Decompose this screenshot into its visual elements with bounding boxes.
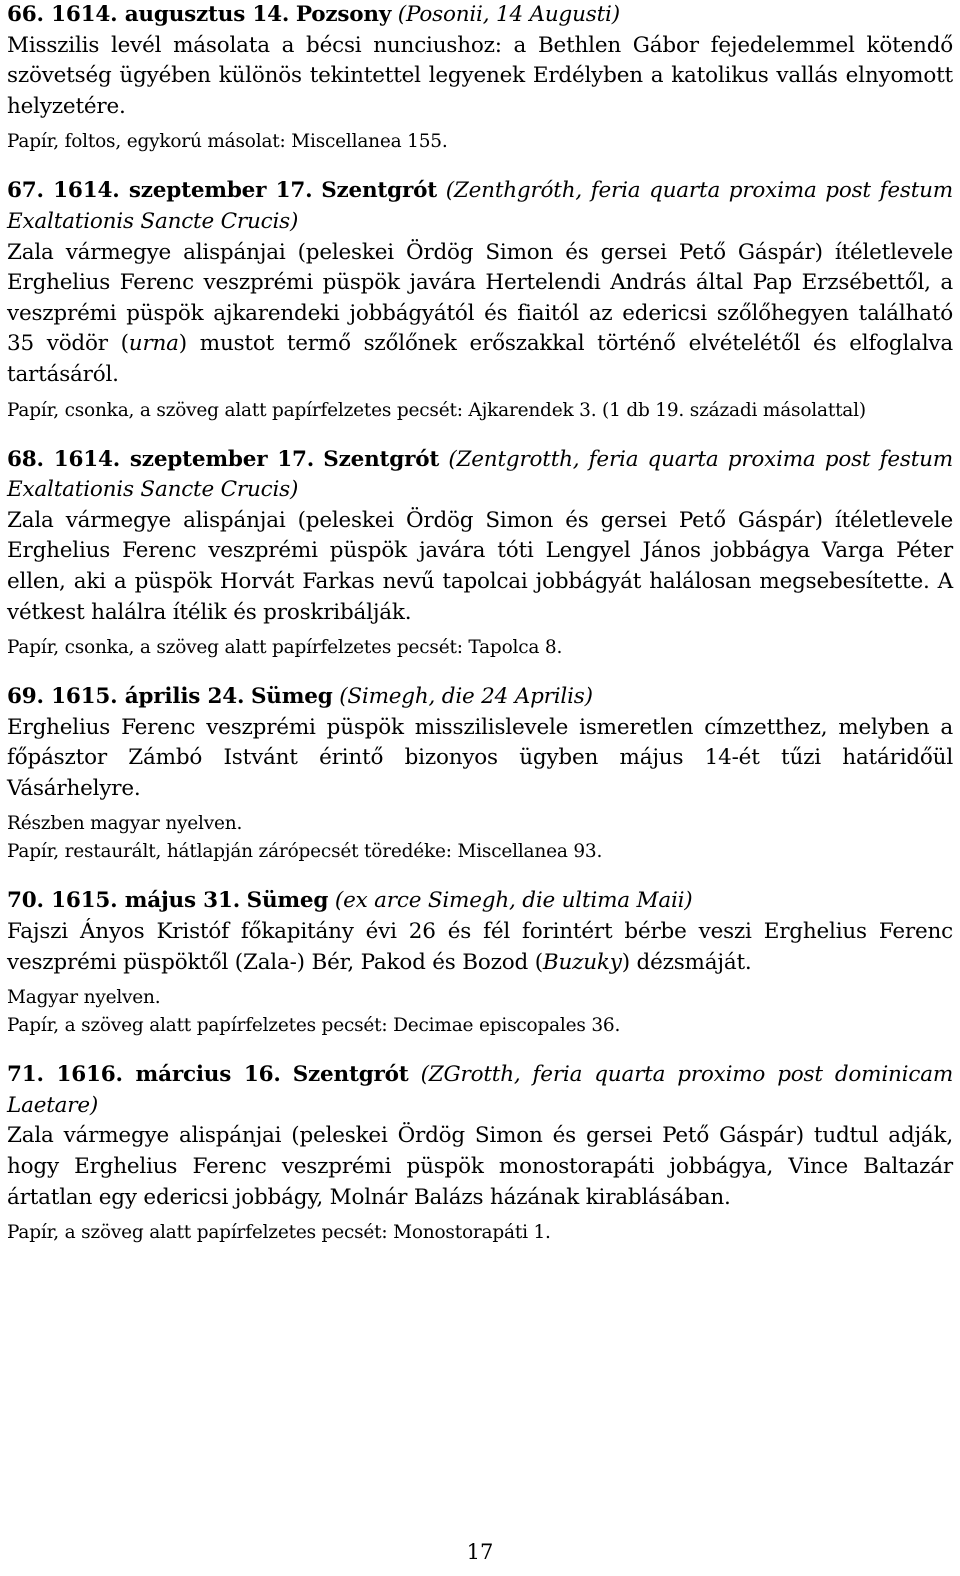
summary-italic-term: urna bbox=[128, 331, 179, 357]
entry-68 bbox=[7, 445, 953, 663]
summary-italic-term: Buzuky bbox=[542, 949, 622, 975]
entry-headline bbox=[7, 445, 953, 506]
entry-note: Papír, a szöveg alatt papírfelzetes pecsét: Decimae episcopales 36. bbox=[7, 1015, 621, 1037]
document-page bbox=[7, 0, 953, 1247]
entry-note: Magyar nyelven. bbox=[7, 987, 161, 1009]
entry-summary: Zala vármegye alispánjai (peleskei Ördög Simon és gersei Pető Gáspár) ítéletlevele Erghelius Ferenc veszprémi püspök javára tóti Lengyel János jobbágya Varga Péter ellen, aki a püspök Horvát Farkas nevű tapolcai jobbágyát halálosan megsebesítette. A vétkest halálra ítélik és proskribálják. bbox=[7, 507, 953, 625]
entry-note: Papír, foltos, egykorú másolat: Miscellanea 155. bbox=[7, 131, 448, 153]
entry-note: Papír, a szöveg alatt papírfelzetes pecsét: Monostorapáti 1. bbox=[7, 1222, 551, 1244]
entry-dating: (Zenthgróth, feria quarta proxima post festum Exaltationis Sancte Crucis) bbox=[7, 178, 953, 234]
entry-place: Szentgrót bbox=[323, 446, 440, 472]
entry-headline bbox=[7, 1060, 953, 1121]
summary-text: Fajszi Ányos Kristóf főkapitány évi 26 és fél forintért bérbe veszi Erghelius Ferenc veszprémi püspöktől (Zala-) Bér, Pakod és Bozod ( bbox=[7, 919, 953, 975]
entry-70 bbox=[7, 886, 953, 1040]
entry-71 bbox=[7, 1060, 953, 1247]
entry-number-date: 68. 1614. szeptember 17. bbox=[7, 446, 315, 472]
entry-headline bbox=[7, 682, 953, 713]
entry-69 bbox=[7, 682, 953, 866]
entry-summary bbox=[7, 238, 953, 391]
entry-66 bbox=[7, 0, 953, 156]
entry-dating: (ex arce Simegh, die ultima Maii) bbox=[334, 888, 693, 914]
entry-dating: (Zentgrotth, feria quarta proxima post festum Exaltationis Sancte Crucis) bbox=[7, 446, 953, 503]
entry-place: Pozsony bbox=[295, 2, 392, 27]
entry-note: Papír, restaurált, hátlapján zárópecsét töredéke: Miscellanea 93. bbox=[7, 841, 603, 863]
entry-number-date: 66. 1614. augusztus 14. bbox=[7, 2, 290, 27]
entry-summary: Zala vármegye alispánjai (peleskei Ördög Simon és gersei Pető Gáspár) tudtul adják, hogy Erghelius Ferenc veszprémi püspök monostorapáti jobbágya, Vince Baltazár ártatlan egy edericsi jobbágy, Molnár Balázs házának kirablásában. bbox=[7, 1123, 953, 1210]
page-number: 17 bbox=[466, 1540, 494, 1564]
entry-note: Papír, csonka, a szöveg alatt papírfelzetes pecsét: Tapolca 8. bbox=[7, 637, 563, 659]
entry-place: Sümeg bbox=[250, 684, 333, 710]
entry-number-date: 69. 1615. április 24. bbox=[7, 684, 245, 710]
entry-dating: (Simegh, die 24 Aprilis) bbox=[339, 684, 593, 710]
entry-place: Szentgrót bbox=[292, 1062, 409, 1088]
entry-number-date: 70. 1615. május 31. bbox=[7, 888, 240, 914]
entry-headline bbox=[7, 886, 953, 917]
entry-summary bbox=[7, 917, 953, 978]
summary-text: Zala vármegye alispánjai (peleskei Ördög Simon és gersei Pető Gáspár) ítéletlevele Erghelius Ferenc veszprémi püspök javára Hertelendi András által Pap Erzsébettől, a veszprémi püspök ajkarendeki jobbágyától és fiaitól az edericsi szőlőhegyen található 35 vödör ( bbox=[7, 239, 953, 357]
entry-dating: (Posonii, 14 Augusti) bbox=[397, 2, 620, 27]
entry-headline bbox=[7, 176, 953, 237]
summary-text: ) mustot termő szőlőnek erőszakkal történő elvételétől és elfoglalva tartásáról. bbox=[7, 331, 953, 387]
entry-number-date: 67. 1614. szeptember 17. bbox=[7, 178, 313, 204]
entry-place: Sümeg bbox=[246, 888, 329, 914]
entry-number-date: 71. 1616. március 16. bbox=[7, 1062, 281, 1088]
entry-67 bbox=[7, 176, 953, 424]
entry-note: Papír, csonka, a szöveg alatt papírfelzetes pecsét: Ajkarendek 3. (1 db 19. századi másolattal) bbox=[7, 399, 866, 421]
entry-place: Szentgrót bbox=[321, 178, 437, 204]
entry-summary: Erghelius Ferenc veszprémi püspök misszilislevele ismeretlen címzetthez, melyben a főpásztor Zámbó Istvánt érintő bizonyos ügyben május 14-ét tűzi határidőül Vásárhelyre. bbox=[7, 714, 953, 801]
entry-dating: (ZGrotth, feria quarta proximo post dominicam Laetare) bbox=[7, 1062, 954, 1118]
entry-note: Részben magyar nyelven. bbox=[7, 813, 243, 835]
entry-summary: Misszilis levél másolata a bécsi nunciushoz: a Bethlen Gábor fejedelemmel kötendő szövetség ügyében különös tekintettel legyenek Erdélyben a katolikus vallás elnyomott helyzetére. bbox=[7, 32, 953, 119]
summary-text: ) dézsmáját. bbox=[621, 949, 752, 975]
entry-headline bbox=[7, 0, 953, 31]
